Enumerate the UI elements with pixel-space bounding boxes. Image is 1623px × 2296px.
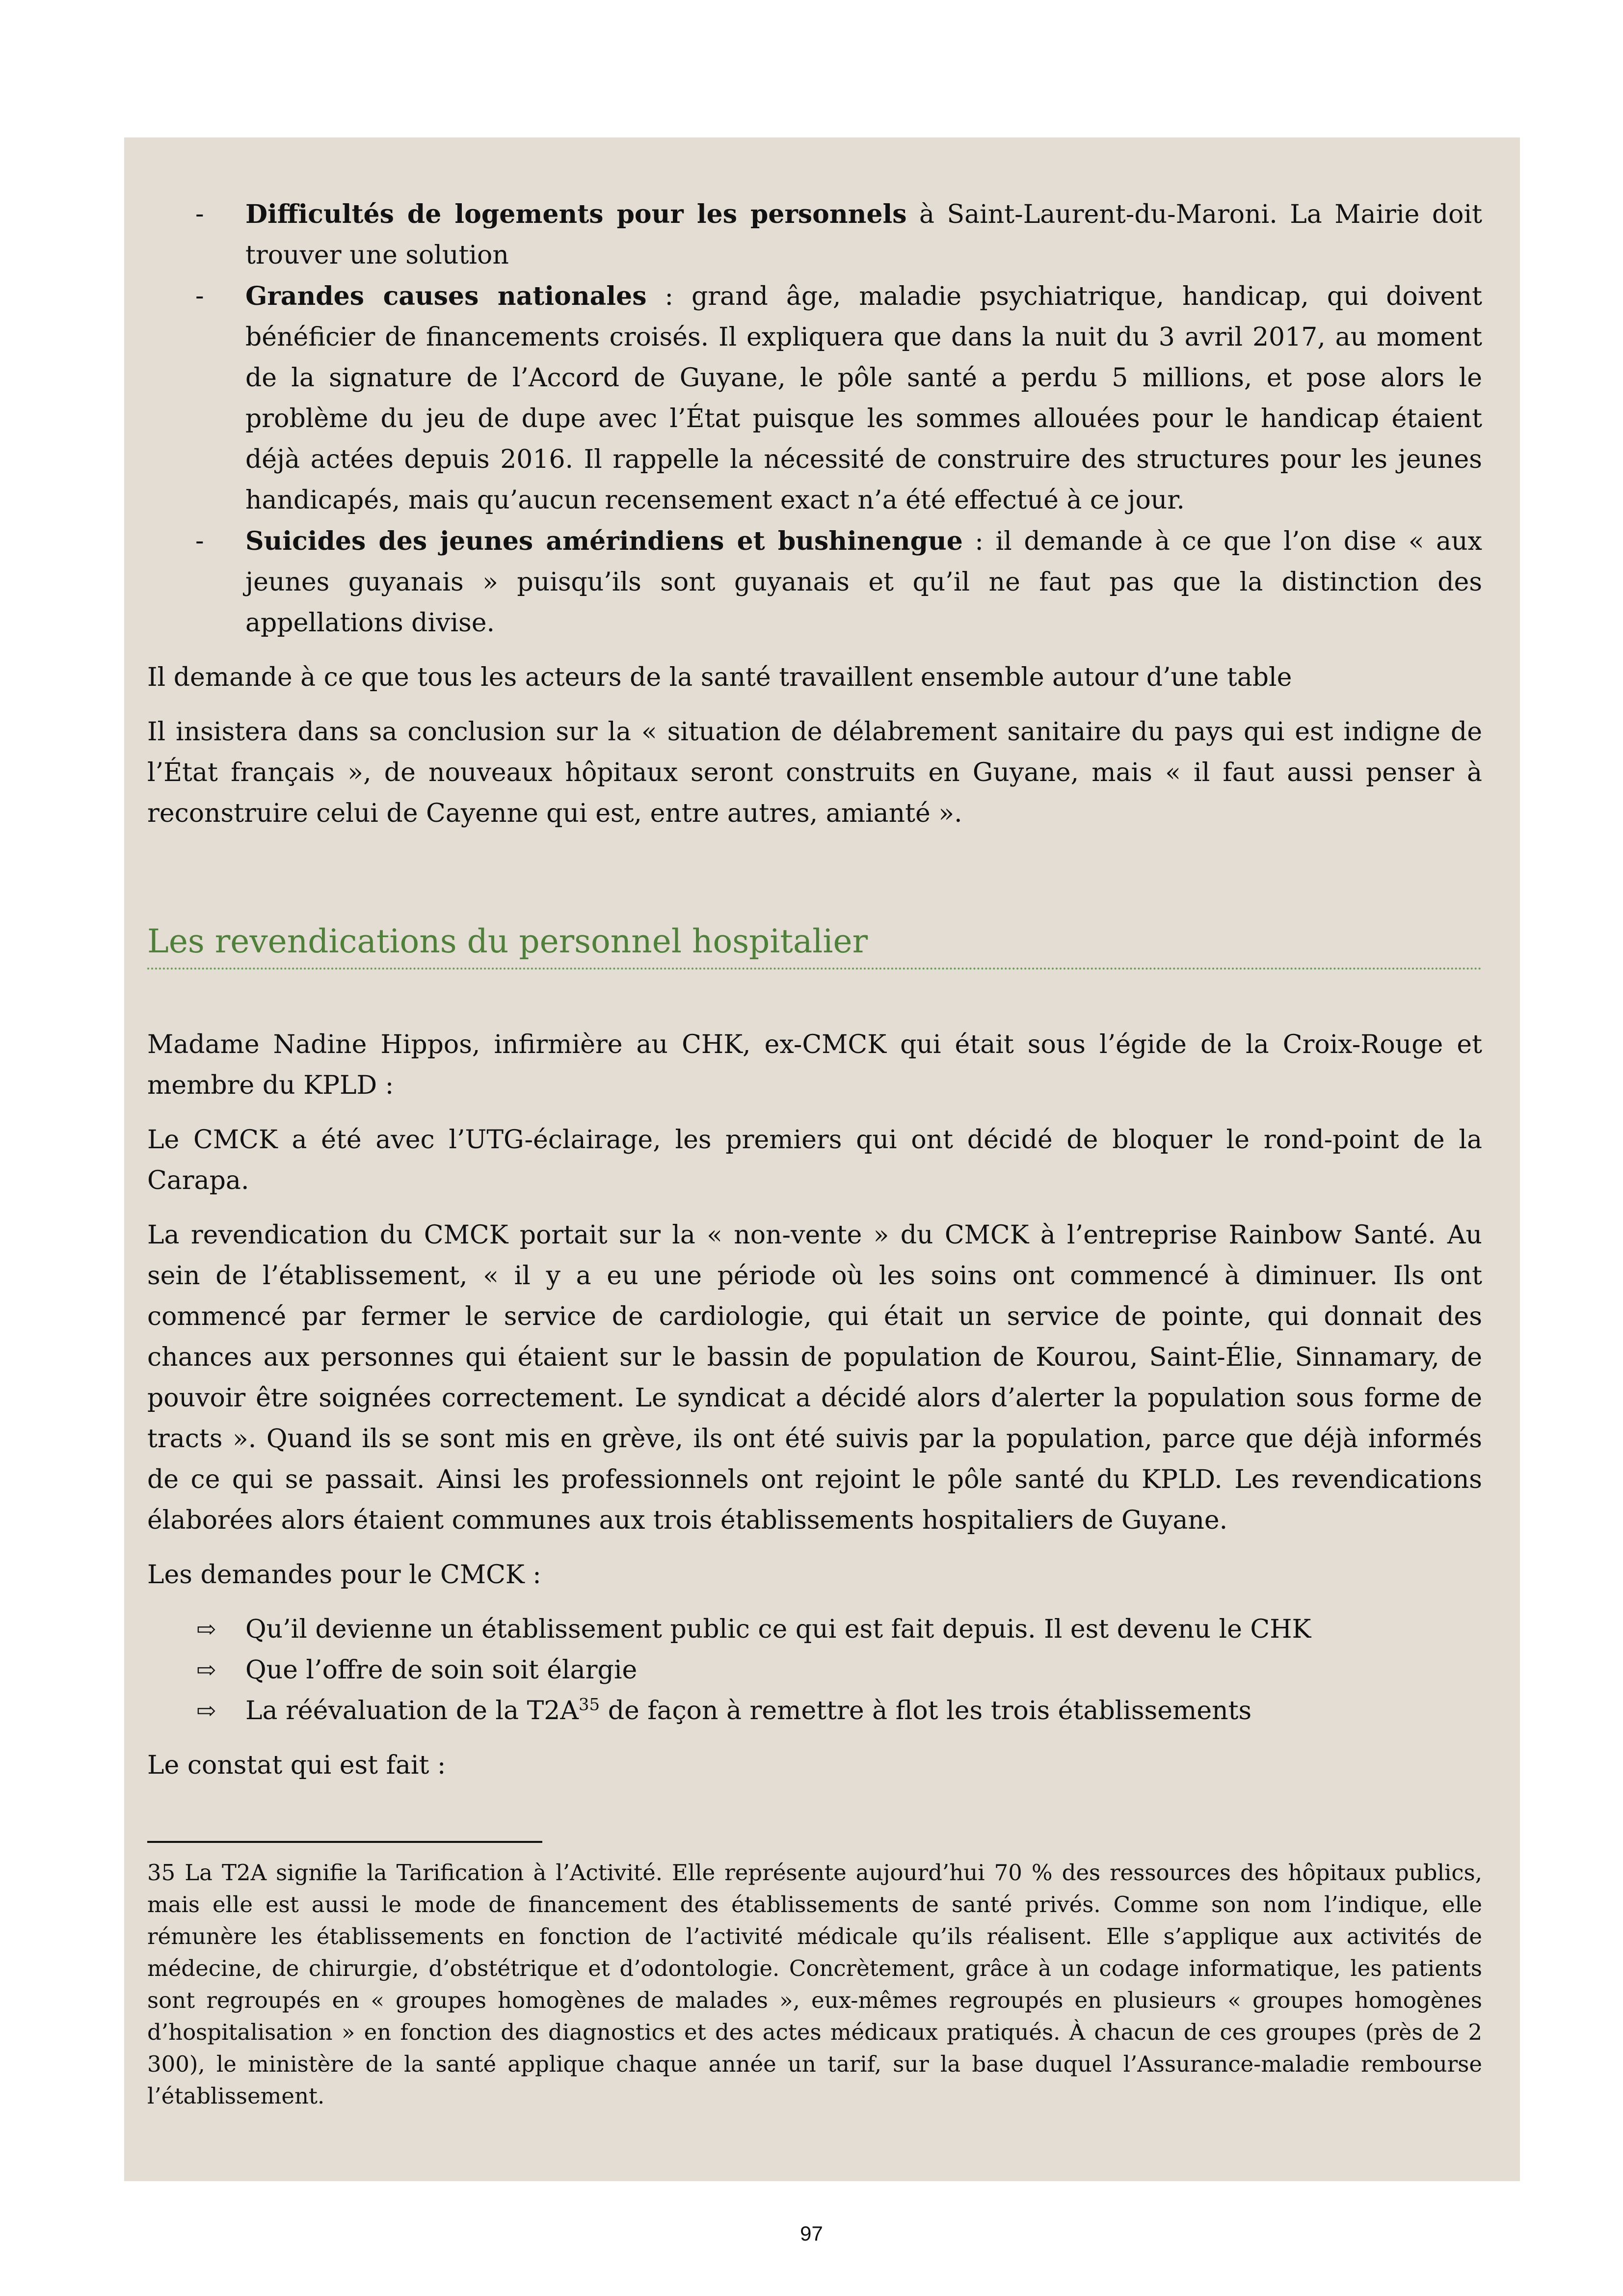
bullet-text: : grand âge, maladie psychiatrique, handicap, qui doivent bénéficier de financements croisés. Il expliquera que dans la nuit du 3 avril 2017, au moment de la signature de l’Accord de Guyane, le pôle santé a perdu 5 millions, et pose alors le problème du jeu de dupe avec l’État puisque les sommes allouées pour le handicap étaient déjà actées depuis 2016. Il rappelle la nécessité de construire des structures pour les jeunes handicapés, mais qu’aucun recensement exact n’a été effectué à ce jour. bbox=[245, 282, 1482, 515]
paragraph: La revendication du CMCK portait sur la « non-vente » du CMCK à l’entreprise Rainbow Santé. Au sein de l’établissement, « il y a eu une période où les soins ont commencé à diminuer. Ils ont commencé par fermer le service de cardiologie, qui était un service de pointe, qui donnait des chances aux personnes qui étaient sur le bassin de population de Kourou, Saint-Élie, Sinnamary, de pouvoir être soignées correctement. Le syndicat a décidé alors d’alerter la population sous forme de tracts ». Quand ils se sont mis en grève, ils ont été suivis par la population, parce que déjà informés de ce qui se passait. Ainsi les professionnels ont rejoint le pôle santé du KPLD. Les revendications élaborées alors étaient communes aux trois établissements hospitaliers de Guyane. bbox=[147, 1220, 1482, 1535]
bullet-text: à Saint-Laurent-du-Maroni. La Mairie doit trouver une solution bbox=[245, 200, 1482, 270]
arrow-right-icon: ⇨ bbox=[196, 1697, 216, 1725]
list-item bbox=[147, 1650, 1482, 1691]
dash-marker: - bbox=[195, 526, 204, 556]
demand-text: La réévaluation de la T2A bbox=[245, 1696, 579, 1726]
page-panel bbox=[124, 137, 1520, 2181]
demand-text: de façon à remettre à flot les trois établissements bbox=[600, 1696, 1252, 1726]
list-item bbox=[147, 1609, 1482, 1650]
dash-marker: - bbox=[195, 199, 204, 229]
list-item bbox=[147, 521, 1482, 644]
list-item bbox=[147, 1691, 1482, 1731]
paragraph: Le constat qui est fait : bbox=[147, 1751, 446, 1780]
arrow-right-icon: ⇨ bbox=[196, 1656, 216, 1684]
paragraph: Madame Nadine Hippos, infirmière au CHK, ex-CMCK qui était sous l’égide de la Croix-Rouge et membre du KPLD : bbox=[147, 1030, 1482, 1100]
bullet-bold: Difficultés de logements pour les personnels bbox=[245, 199, 907, 229]
bullet-bold: Grandes causes nationales bbox=[245, 281, 647, 311]
paragraph: Le CMCK a été avec l’UTG-éclairage, les premiers qui ont décidé de bloquer le rond-point de la Carapa. bbox=[147, 1125, 1482, 1195]
footnote-reference[interactable]: 35 bbox=[578, 1695, 600, 1715]
footnote-separator bbox=[147, 1841, 542, 1843]
demand-text: Qu’il devienne un établissement public ce qui est fait depuis. Il est devenu le CHK bbox=[245, 1615, 1311, 1644]
list-item bbox=[147, 194, 1482, 276]
bullet-bold: Suicides des jeunes amérindiens et bushinengue bbox=[245, 526, 963, 556]
footnote: 35 La T2A signifie la Tarification à l’Activité. Elle représente aujourd’hui 70 % des ressources des hôpitaux publics, mais elle est aussi le mode de financement des établissements de santé privés. Comme son nom l’indique, elle rémunère les établissements en fonction de l’activité médicale qu’ils réalisent. Elle s’applique aux activités de médecine, de chirurgie, d’obstétrique et d’odontologie. Concrètement, grâce à un codage informatique, les patients sont regroupés en « groupes homogènes de malades », eux-mêmes regroupés en plusieurs « groupes homogènes d’hospitalisation » en fonction des diagnostics et des actes médicaux pratiqués. À chacun de ces groupes (près de 2 300), le ministère de la santé applique chaque année un tarif, sur la base duquel l’Assurance-maladie rembourse l’établissement. bbox=[147, 1860, 1482, 2109]
page-number: 97 bbox=[800, 2222, 823, 2245]
list-item bbox=[147, 276, 1482, 521]
paragraph: Il insistera dans sa conclusion sur la « situation de délabrement sanitaire du pays qui est indigne de l’État français », de nouveaux hôpitaux seront construits en Guyane, mais « il faut aussi penser à reconstruire celui de Cayenne qui est, entre autres, amianté ». bbox=[147, 717, 1482, 828]
section-heading: Les revendications du personnel hospitalier bbox=[147, 919, 1482, 970]
bullet-list bbox=[147, 194, 1482, 644]
paragraph: Il demande à ce que tous les acteurs de la santé travaillent ensemble autour d’une table bbox=[147, 663, 1292, 692]
demands-list bbox=[147, 1609, 1482, 1731]
page-content bbox=[147, 194, 1482, 2112]
arrow-right-icon: ⇨ bbox=[196, 1616, 216, 1643]
bullet-text: : il demande à ce que l’on dise « aux jeunes guyanais » puisqu’ils sont guyanais et qu’il ne faut pas que la distinction des appellations divise. bbox=[245, 527, 1482, 638]
paragraph: Les demandes pour le CMCK : bbox=[147, 1560, 541, 1590]
dash-marker: - bbox=[195, 281, 204, 311]
demand-text: Que l’offre de soin soit élargie bbox=[245, 1655, 638, 1685]
